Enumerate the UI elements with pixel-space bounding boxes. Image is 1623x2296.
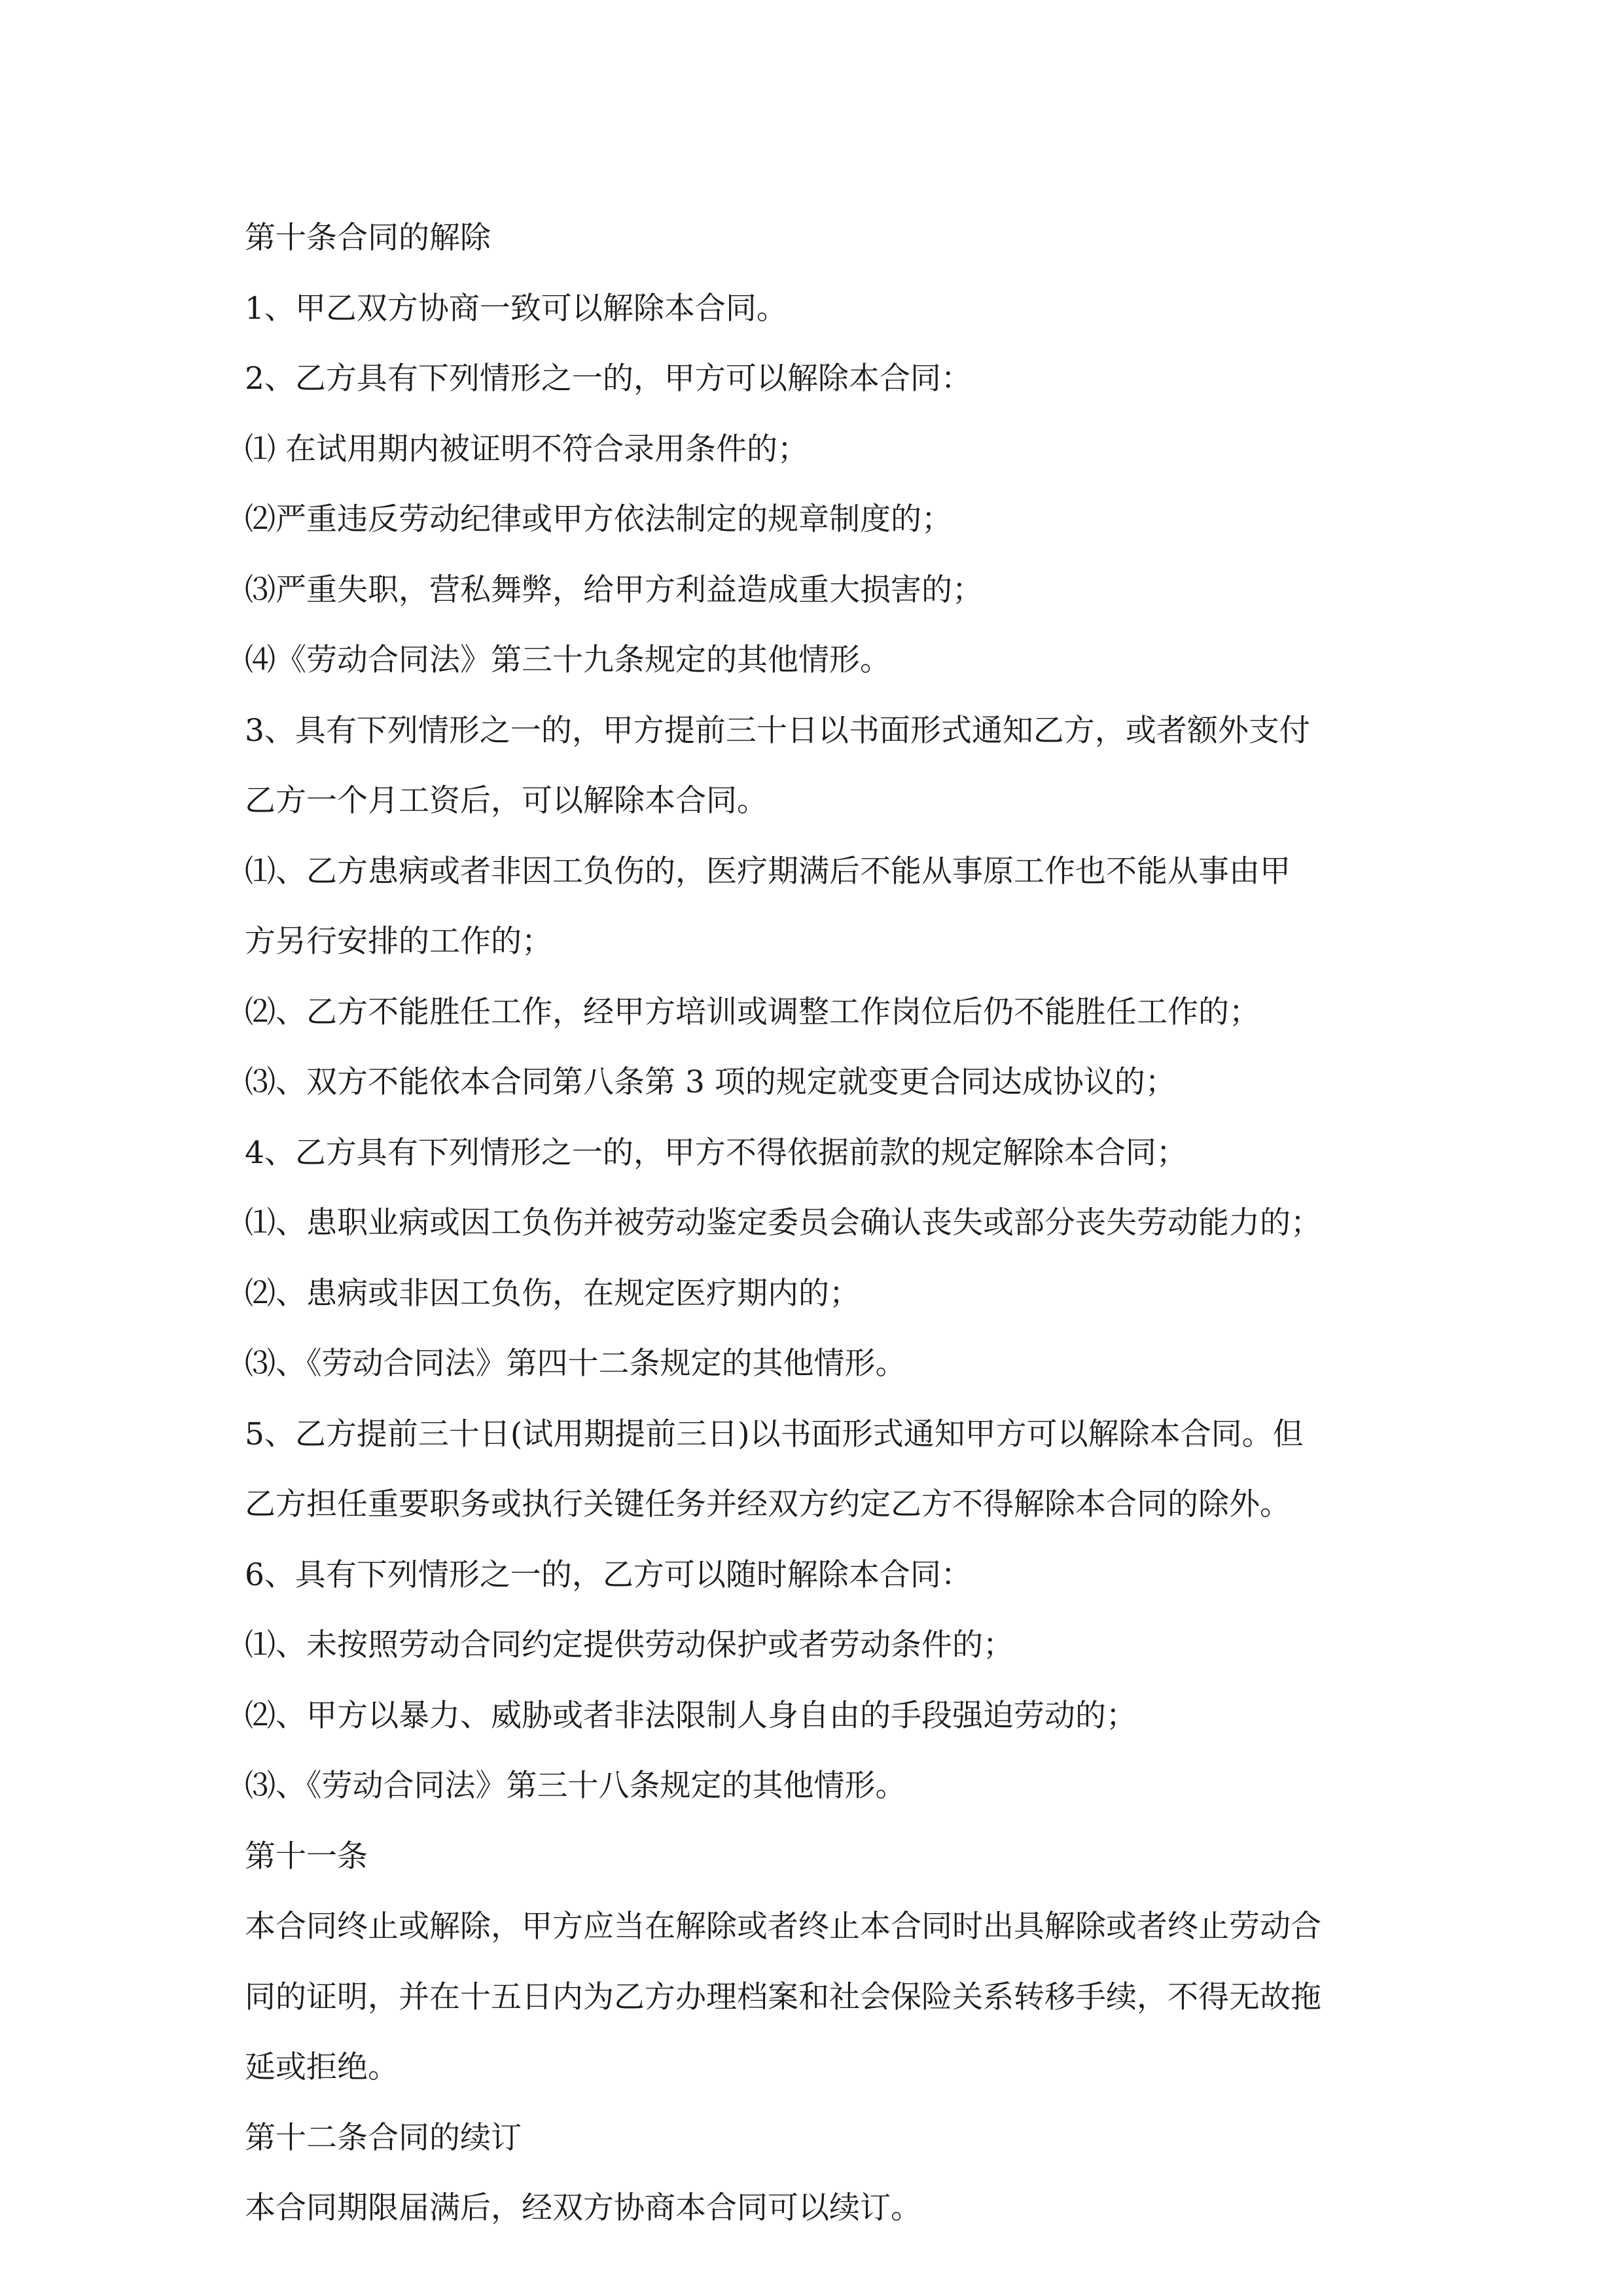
paragraph-line: ⑶、双方不能依本合同第八条第 3 项的规定就变更合同达成协议的； [245,1064,1176,1100]
paragraph-line: ⑵、甲方以暴力、威胁或者非法限制人身自由的手段强迫劳动的； [245,1697,1137,1734]
paragraph-line: 延或拒绝。 [245,2049,399,2085]
paragraph-line: ⑵、乙方不能胜任工作，经甲方培训或调整工作岗位后仍不能胜任工作的； [245,994,1260,1030]
paragraph-line: 1、甲乙双方协商一致可以解除本合同。 [245,290,787,327]
paragraph-line: ⑶、《劳动合同法》第四十二条规定的其他情形。 [245,1346,906,1382]
paragraph-line: ⑵严重违反劳动纪律或甲方依法制定的规章制度的； [245,501,952,537]
paragraph-line: ⑴、患职业病或因工负伤并被劳动鉴定委员会确认丧失或部分丧失劳动能力的； [245,1205,1321,1241]
heading-article-11: 第十一条 [245,1838,368,1874]
document-body [245,203,1397,2244]
paragraph-line: 乙方一个月工资后，可以解除本合同。 [245,783,768,819]
heading-article-12: 第十二条合同的续订 [245,2119,522,2156]
heading-article-10: 第十条合同的解除 [245,220,491,256]
paragraph-line: 5、乙方提前三十日(试用期提前三日)以书面形式通知甲方可以解除本合同。但 [245,1416,1304,1452]
paragraph-line: 6、具有下列情形之一的，乙方可以随时解除本合同： [245,1556,972,1593]
paragraph-line: 同的证明，并在十五日内为乙方办理档案和社会保险关系转移手续，不得无故拖 [245,1979,1321,2015]
paragraph-line: ⑶严重失职，营私舞弊，给甲方利益造成重大损害的； [245,571,983,608]
paragraph-line: ⑴、未按照劳动合同约定提供劳动保护或者劳动条件的； [245,1627,1014,1663]
paragraph-line: ⑴、乙方患病或者非因工负伤的，医疗期满后不能从事原工作也不能从事由甲 [245,853,1291,889]
paragraph-line: 4、乙方具有下列情形之一的，甲方不得依据前款的规定解除本合同； [245,1134,1187,1171]
paragraph-line: 3、具有下列情形之一的，甲方提前三十日以书面形式通知乙方，或者额外支付 [245,712,1310,749]
paragraph-line: ⑶、《劳动合同法》第三十八条规定的其他情形。 [245,1768,906,1804]
paragraph-line: 方另行安排的工作的； [245,924,552,960]
paragraph-line: 本合同终止或解除，甲方应当在解除或者终止本合同时出具解除或者终止劳动合 [245,1909,1321,1945]
paragraph-line: ⑷《劳动合同法》第三十九条规定的其他情形。 [245,642,891,678]
paragraph-line: 乙方担任重要职务或执行关键任务并经双方约定乙方不得解除本合同的除外。 [245,1486,1291,1522]
paragraph-line: 2、乙方具有下列情形之一的，甲方可以解除本合同： [245,361,972,397]
paragraph-line: ⑵、患病或非因工负伤，在规定医疗期内的； [245,1275,860,1312]
paragraph-line: ⑴ 在试用期内被证明不符合录用条件的； [245,431,808,467]
paragraph-line: 本合同期限届满后，经双方协商本合同可以续订。 [245,2190,921,2226]
